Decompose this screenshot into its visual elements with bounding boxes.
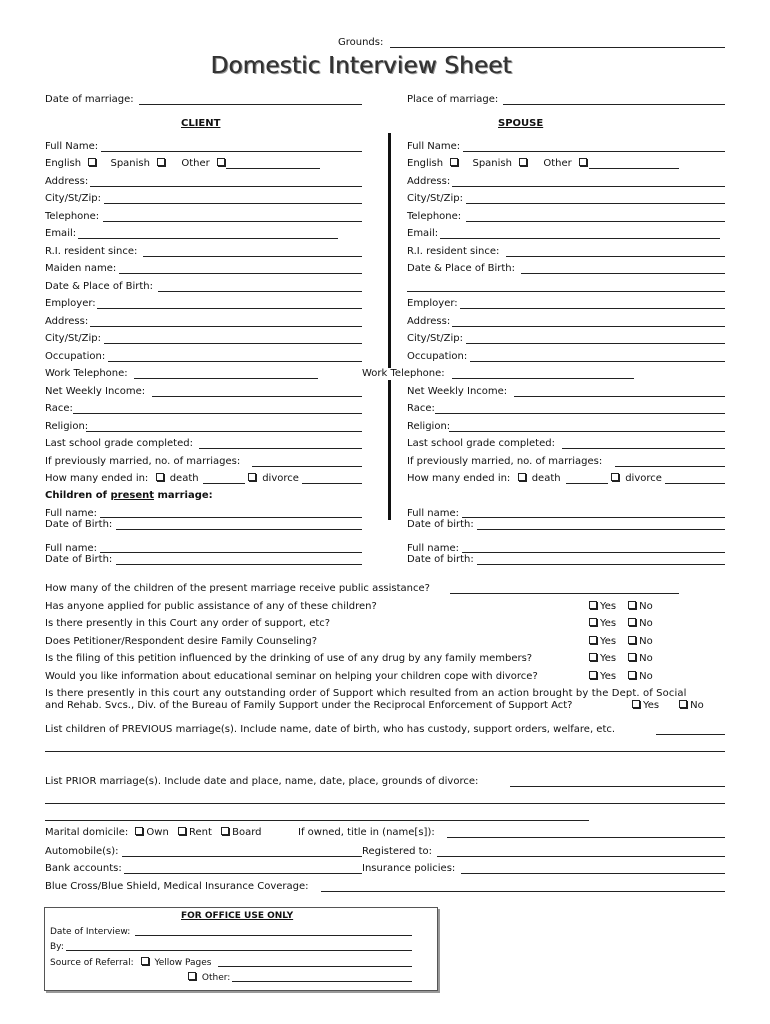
referral-other-checkbox[interactable] xyxy=(188,972,196,980)
spouse-english-label: English xyxy=(407,158,444,169)
client-telephone-field[interactable] xyxy=(103,221,362,222)
prior-marriages-field-3[interactable] xyxy=(45,820,589,821)
client-divorce-checkbox[interactable] xyxy=(248,473,256,481)
no-label: No xyxy=(639,653,653,664)
client-maiden-name-field[interactable] xyxy=(119,273,362,274)
spouse-spanish-checkbox[interactable] xyxy=(519,158,527,166)
no-label: No xyxy=(639,618,653,629)
domicile-board-checkbox[interactable] xyxy=(221,827,229,835)
spouse-religion-label: Religion: xyxy=(407,421,451,432)
spouse-emp-address-label: Address: xyxy=(407,316,451,327)
client-full-name-field[interactable] xyxy=(101,151,362,152)
domicile-board-label: Board xyxy=(232,827,262,838)
client-divorce-field[interactable] xyxy=(302,483,362,484)
spouse-net-weekly-field[interactable] xyxy=(514,396,725,397)
q-public-assistance: How many of the children of the present marriage receive public assistance? xyxy=(45,583,430,594)
client-birth-field[interactable] xyxy=(158,291,362,292)
client-email-label: Email: xyxy=(45,228,77,239)
spouse-death-checkbox[interactable] xyxy=(518,473,526,481)
spouse-birth-field-2[interactable] xyxy=(407,291,725,292)
client-city-field[interactable] xyxy=(104,203,362,204)
child1-spouse-dob-label: Date of birth: xyxy=(407,519,474,530)
child1-client-dob-field[interactable] xyxy=(116,529,362,530)
by-label: By: xyxy=(50,942,64,952)
spouse-race-label: Race: xyxy=(407,403,435,414)
client-spanish-checkbox[interactable] xyxy=(157,158,165,166)
client-employer-field[interactable] xyxy=(97,308,362,309)
q-outstanding-line1: Is there presently in this court any outstanding order of Support which resulted from an action brought by the Dept. of Social xyxy=(45,688,687,699)
spouse-emp-city-label: City/St/Zip: xyxy=(407,333,463,344)
client-religion-label: Religion: xyxy=(45,421,89,432)
client-last-school-field[interactable] xyxy=(199,448,362,449)
spouse-divorce-label: divorce xyxy=(625,473,662,484)
spouse-death-field[interactable] xyxy=(566,483,608,484)
q-applied-options xyxy=(589,601,653,613)
insurance-field[interactable] xyxy=(461,873,725,874)
q-applied-yes-checkbox[interactable] xyxy=(589,601,597,609)
place-of-marriage-field[interactable] xyxy=(503,104,725,105)
previous-children-field[interactable] xyxy=(656,734,725,735)
q-outstanding-yes-checkbox[interactable] xyxy=(632,700,640,708)
registered-to-label: Registered to: xyxy=(362,846,433,857)
spouse-emp-city-field[interactable] xyxy=(466,343,725,344)
client-employer-label: Employer: xyxy=(45,298,96,309)
previous-children-field-2[interactable] xyxy=(45,751,725,752)
no-label: No xyxy=(690,700,704,711)
client-address-field[interactable] xyxy=(90,186,362,187)
spouse-full-name-field[interactable] xyxy=(463,151,725,152)
date-of-marriage-label: Date of marriage: xyxy=(45,94,134,105)
client-prev-married-field[interactable] xyxy=(252,466,362,467)
client-language-row xyxy=(45,158,228,170)
q-drinking-yes-checkbox[interactable] xyxy=(589,653,597,661)
spouse-divorce-row xyxy=(611,473,662,485)
child1-client-dob-label: Date of Birth: xyxy=(45,519,113,530)
client-emp-city-label: City/St/Zip: xyxy=(45,333,101,344)
spouse-death-label: death xyxy=(531,473,561,484)
spouse-telephone-label: Telephone: xyxy=(407,211,462,222)
spouse-divorce-checkbox[interactable] xyxy=(611,473,619,481)
q-applied: Has anyone applied for public assistance of any of these children? xyxy=(45,601,377,612)
insurance-label: Insurance policies: xyxy=(362,863,456,874)
title-in-field[interactable] xyxy=(447,837,725,838)
q-court-order-no-checkbox[interactable] xyxy=(628,618,636,626)
spouse-work-telephone-field[interactable] xyxy=(452,378,634,379)
grounds-label: Grounds: xyxy=(338,37,384,48)
spouse-race-field[interactable] xyxy=(435,413,725,414)
q-seminar-options xyxy=(589,671,653,683)
client-spanish-label: Spanish xyxy=(110,158,150,169)
referral-other-field[interactable] xyxy=(232,981,412,982)
client-divorce-row xyxy=(248,473,299,485)
referral-field[interactable] xyxy=(218,966,412,967)
referral-label: Source of Referral: xyxy=(50,958,134,968)
spouse-heading: SPOUSE xyxy=(498,118,544,129)
q-counseling-options xyxy=(589,636,653,648)
client-maiden-name-label: Maiden name: xyxy=(45,263,117,274)
child1-spouse-dob-field[interactable] xyxy=(477,529,725,530)
spouse-occupation-label: Occupation: xyxy=(407,351,468,362)
place-of-marriage-label: Place of marriage: xyxy=(407,94,499,105)
no-label: No xyxy=(639,601,653,612)
client-emp-city-field[interactable] xyxy=(104,343,362,344)
bank-accounts-label: Bank accounts: xyxy=(45,863,122,874)
spouse-emp-address-field[interactable] xyxy=(452,326,725,327)
spouse-other-label: Other xyxy=(543,158,572,169)
spouse-city-label: City/St/Zip: xyxy=(407,193,463,204)
date-interview-field[interactable] xyxy=(135,935,412,936)
domicile-row xyxy=(45,827,261,839)
q-drinking-options xyxy=(589,653,653,665)
date-interview-label: Date of Interview: xyxy=(50,927,131,937)
q-seminar: Would you like information about educational seminar on helping your children cope with divorce? xyxy=(45,671,538,682)
spouse-ended-row xyxy=(407,473,561,485)
spouse-language-row xyxy=(407,158,590,170)
spouse-occupation-field[interactable] xyxy=(470,361,725,362)
client-divorce-label: divorce xyxy=(262,473,299,484)
client-address-label: Address: xyxy=(45,176,89,187)
client-emp-address-label: Address: xyxy=(45,316,89,327)
yellow-pages-checkbox[interactable] xyxy=(141,957,149,965)
client-net-weekly-field[interactable] xyxy=(152,396,362,397)
child2-spouse-name-field[interactable] xyxy=(462,552,725,553)
office-heading: FOR OFFICE USE ONLY xyxy=(181,911,294,921)
q-counseling-yes-checkbox[interactable] xyxy=(589,636,597,644)
spouse-employer-label: Employer: xyxy=(407,298,458,309)
client-occupation-label: Occupation: xyxy=(45,351,106,362)
client-other-language-field[interactable] xyxy=(226,168,320,169)
client-occupation-field[interactable] xyxy=(108,361,362,362)
page-title: Domestic Interview Sheet xyxy=(211,53,513,79)
domicile-rent-checkbox[interactable] xyxy=(178,827,186,835)
spouse-ri-resident-field[interactable] xyxy=(506,256,725,257)
client-ri-resident-field[interactable] xyxy=(143,256,362,257)
spouse-last-school-field[interactable] xyxy=(562,448,725,449)
client-heading: CLIENT xyxy=(181,118,221,129)
q-applied-no-checkbox[interactable] xyxy=(628,601,636,609)
registered-to-field[interactable] xyxy=(437,856,725,857)
client-death-checkbox[interactable] xyxy=(156,473,164,481)
spouse-last-school-label: Last school grade completed: xyxy=(407,438,555,449)
client-last-school-label: Last school grade completed: xyxy=(45,438,193,449)
spouse-net-weekly-label: Net Weekly Income: xyxy=(407,386,508,397)
spouse-email-label: Email: xyxy=(407,228,439,239)
spouse-birth-label: Date & Place of Birth: xyxy=(407,263,516,274)
client-english-label: English xyxy=(45,158,82,169)
q-counseling: Does Petitioner/Respondent desire Family Counseling? xyxy=(45,636,318,647)
prior-marriages-label: List PRIOR marriage(s). Include date and place, name, date, place, grounds of divorce: xyxy=(45,776,479,787)
child2-spouse-name-label: Full name: xyxy=(407,543,460,554)
client-race-label: Race: xyxy=(45,403,73,414)
referral-other-row xyxy=(188,972,230,984)
spouse-ended-label: How many ended in: xyxy=(407,473,511,484)
q-court-order-options xyxy=(589,618,653,630)
spouse-employer-field[interactable] xyxy=(460,308,725,309)
spouse-divorce-field[interactable] xyxy=(665,483,725,484)
q-counseling-no-checkbox[interactable] xyxy=(628,636,636,644)
client-net-weekly-label: Net Weekly Income: xyxy=(45,386,146,397)
spouse-spanish-label: Spanish xyxy=(472,158,512,169)
blue-cross-field[interactable] xyxy=(321,891,725,892)
children-heading: Children of present marriage: xyxy=(45,490,213,501)
q-outstanding-line2: and Rehab. Svcs., Div. of the Bureau of Family Support under the Reciprocal Enforcement of Support Act? xyxy=(45,700,573,711)
spouse-address-label: Address: xyxy=(407,176,451,187)
spouse-birth-field[interactable] xyxy=(521,273,725,274)
q-public-assistance-field[interactable] xyxy=(450,593,679,594)
by-field[interactable] xyxy=(66,950,412,951)
client-telephone-label: Telephone: xyxy=(45,211,100,222)
client-city-label: City/St/Zip: xyxy=(45,193,101,204)
title-in-label: If owned, title in (name[s]): xyxy=(298,827,435,838)
client-religion-field[interactable] xyxy=(86,431,362,432)
blue-cross-label: Blue Cross/Blue Shield, Medical Insurance Coverage: xyxy=(45,881,309,892)
q-drinking: Is the filing of this petition influenced by the drinking of use of any drug by any family members? xyxy=(45,653,533,664)
spouse-work-telephone-label: Work Telephone: xyxy=(362,368,445,379)
child1-spouse-name-field[interactable] xyxy=(462,517,725,518)
client-other-label: Other xyxy=(181,158,210,169)
client-english-checkbox[interactable] xyxy=(88,158,96,166)
prior-marriages-field[interactable] xyxy=(510,786,725,787)
yes-label: Yes xyxy=(600,636,617,647)
spouse-ri-resident-label: R.I. resident since: xyxy=(407,246,500,257)
yes-label: Yes xyxy=(600,601,617,612)
q-seminar-no-checkbox[interactable] xyxy=(628,671,636,679)
client-prev-married-label: If previously married, no. of marriages: xyxy=(45,456,241,467)
yellow-pages-label: Yellow Pages xyxy=(154,958,212,968)
q-seminar-yes-checkbox[interactable] xyxy=(589,671,597,679)
client-email-field[interactable] xyxy=(78,238,338,239)
client-emp-address-field[interactable] xyxy=(90,326,362,327)
automobiles-field[interactable] xyxy=(122,856,362,857)
spouse-prev-married-field[interactable] xyxy=(615,466,725,467)
q-outstanding-no-checkbox[interactable] xyxy=(679,700,687,708)
client-full-name-label: Full Name: xyxy=(45,141,99,152)
child2-spouse-dob-label: Date of birth: xyxy=(407,554,474,565)
yes-label: Yes xyxy=(600,618,617,629)
grounds-field[interactable] xyxy=(390,47,725,48)
child1-spouse-name-label: Full name: xyxy=(407,508,460,519)
spouse-other-checkbox[interactable] xyxy=(579,158,587,166)
spouse-city-field[interactable] xyxy=(466,203,725,204)
referral-row xyxy=(50,957,212,969)
client-death-label: death xyxy=(169,473,199,484)
previous-children-label: List children of PREVIOUS marriage(s). Include name, date of birth, who has custody, support orders, welfare, etc. xyxy=(45,724,616,735)
spouse-telephone-field[interactable] xyxy=(466,221,725,222)
bank-accounts-field[interactable] xyxy=(124,873,362,874)
yes-label: Yes xyxy=(600,671,617,682)
column-divider xyxy=(388,133,391,520)
domicile-own-label: Own xyxy=(146,827,169,838)
client-other-checkbox[interactable] xyxy=(217,158,225,166)
client-work-telephone-field[interactable] xyxy=(134,378,318,379)
client-birth-label: Date & Place of Birth: xyxy=(45,281,154,292)
q-court-order: Is there presently in this Court any order of support, etc? xyxy=(45,618,331,629)
no-label: No xyxy=(639,671,653,682)
client-ri-resident-label: R.I. resident since: xyxy=(45,246,138,257)
client-ended-row xyxy=(45,473,199,485)
referral-other-label: Other: xyxy=(201,973,231,983)
domicile-rent-label: Rent xyxy=(188,827,212,838)
child2-spouse-dob-field[interactable] xyxy=(477,564,725,565)
child2-client-name-label: Full name: xyxy=(45,543,98,554)
domicile-own-checkbox[interactable] xyxy=(135,827,143,835)
prior-marriages-field-2[interactable] xyxy=(45,803,725,804)
client-work-telephone-label: Work Telephone: xyxy=(45,368,128,379)
yes-label: Yes xyxy=(643,700,660,711)
q-court-order-yes-checkbox[interactable] xyxy=(589,618,597,626)
client-death-field[interactable] xyxy=(203,483,245,484)
child2-client-dob-field[interactable] xyxy=(116,564,362,565)
child1-client-name-label: Full name: xyxy=(45,508,98,519)
spouse-english-checkbox[interactable] xyxy=(450,158,458,166)
child1-client-name-field[interactable] xyxy=(100,517,362,518)
client-race-field[interactable] xyxy=(73,413,362,414)
q-drinking-no-checkbox[interactable] xyxy=(628,653,636,661)
q-outstanding-options xyxy=(632,700,704,712)
client-ended-label: How many ended in: xyxy=(45,473,149,484)
domicile-label: Marital domicile: xyxy=(45,827,129,838)
spouse-religion-field[interactable] xyxy=(449,431,725,432)
automobiles-label: Automobile(s): xyxy=(45,846,119,857)
yes-label: Yes xyxy=(600,653,617,664)
spouse-prev-married-label: If previously married, no. of marriages: xyxy=(407,456,603,467)
child2-client-name-field[interactable] xyxy=(100,552,362,553)
spouse-full-name-label: Full Name: xyxy=(407,141,461,152)
spouse-address-field[interactable] xyxy=(452,186,725,187)
no-label: No xyxy=(639,636,653,647)
child2-client-dob-label: Date of Birth: xyxy=(45,554,113,565)
date-of-marriage-field[interactable] xyxy=(139,104,362,105)
spouse-other-language-field[interactable] xyxy=(589,168,679,169)
spouse-email-field[interactable] xyxy=(440,238,720,239)
